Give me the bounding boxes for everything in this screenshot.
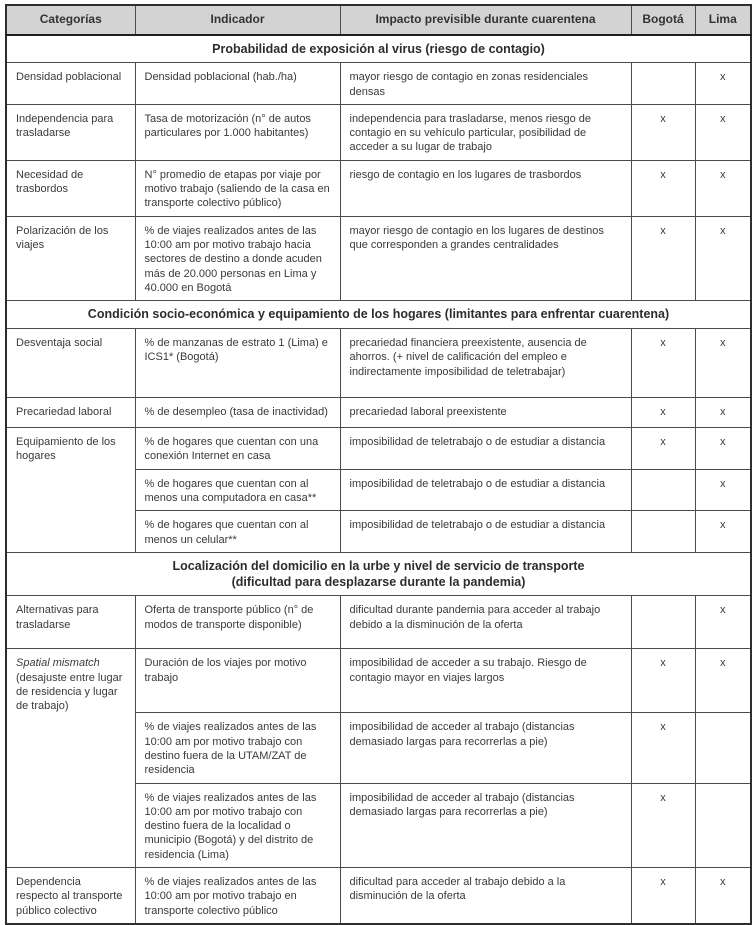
section-title-line2: (dificultad para desplazarse durante la pandemia)	[231, 575, 526, 590]
cell-bogota-mark: x	[631, 868, 695, 924]
cell-impacto: precariedad laboral preexistente	[340, 398, 631, 428]
cell-categoria: Densidad poblacional	[6, 63, 135, 105]
cell-bogota-mark	[631, 469, 695, 511]
cell-impacto: imposibilidad de teletrabajo o de estudiar a distancia	[340, 469, 631, 511]
cell-indicador: N° promedio de etapas por viaje por motivo trabajo (saliendo de la casa en transporte colectivo público)	[135, 160, 340, 216]
cell-bogota-mark	[631, 63, 695, 105]
table-row	[6, 649, 751, 713]
table-row	[6, 428, 751, 470]
table-row	[6, 63, 751, 105]
cell-lima-mark: x	[695, 216, 751, 300]
section-title: Condición socio-económica y equipamiento de los hogares (limitantes para enfrentar cuarentena)	[6, 301, 751, 329]
cell-impacto: imposibilidad de teletrabajo o de estudiar a distancia	[340, 511, 631, 553]
cell-indicador: Densidad poblacional (hab./ha)	[135, 63, 340, 105]
table-row	[6, 596, 751, 649]
cell-categoria: Necesidad de trasbordos	[6, 160, 135, 216]
cell-indicador: % de desempleo (tasa de inactividad)	[135, 398, 340, 428]
section-title	[6, 552, 751, 596]
cell-impacto: mayor riesgo de contagio en los lugares de destinos que corresponden a grandes centralidades	[340, 216, 631, 300]
table-row	[6, 160, 751, 216]
categoria-rest: (desajuste entre lugar de residencia y lugar de trabajo)	[16, 671, 123, 713]
section-header-row-3	[6, 552, 751, 596]
cell-bogota-mark: x	[631, 104, 695, 160]
cell-impacto: imposibilidad de acceder al trabajo (distancias demasiado largas para recorrerlas a pie)	[340, 713, 631, 783]
cell-lima-mark: x	[695, 160, 751, 216]
cell-impacto: imposibilidad de teletrabajo o de estudiar a distancia	[340, 428, 631, 470]
cell-bogota-mark: x	[631, 649, 695, 713]
indicators-table	[5, 4, 752, 925]
col-header-bogota: Bogotá	[631, 5, 695, 35]
cell-categoria	[6, 649, 135, 868]
cell-lima-mark: x	[695, 428, 751, 470]
cell-categoria: Desventaja social	[6, 329, 135, 398]
cell-categoria: Dependencia respecto al transporte público colectivo	[6, 868, 135, 924]
cell-bogota-mark: x	[631, 783, 695, 867]
cell-indicador: Tasa de motorización (n° de autos particulares por 1.000 habitantes)	[135, 104, 340, 160]
table-row	[6, 329, 751, 398]
cell-bogota-mark	[631, 596, 695, 649]
cell-impacto: precariedad financiera preexistente, ausencia de ahorros. (+ nivel de calificación del empleo e indirectamente imposibilidad de teletrabajar)	[340, 329, 631, 398]
cell-indicador: Oferta de transporte público (n° de modos de transporte disponible)	[135, 596, 340, 649]
cell-lima-mark: x	[695, 596, 751, 649]
cell-indicador: Duración de los viajes por motivo trabajo	[135, 649, 340, 713]
section-header-row-1	[6, 35, 751, 63]
cell-impacto: imposibilidad de acceder al trabajo (distancias demasiado largas para recorrerlas a pie)	[340, 783, 631, 867]
cell-bogota-mark: x	[631, 160, 695, 216]
cell-impacto: mayor riesgo de contagio en zonas residenciales densas	[340, 63, 631, 105]
cell-impacto: riesgo de contagio en los lugares de trasbordos	[340, 160, 631, 216]
section-title-line1: Localización del domicilio en la urbe y nivel de servicio de transporte	[172, 558, 585, 573]
cell-lima-mark: x	[695, 469, 751, 511]
cell-bogota-mark	[631, 511, 695, 553]
cell-indicador: % de viajes realizados antes de las 10:00 am por motivo trabajo con destino fuera de la localidad o municipio (Bogotá) y del distrito de residencia (Lima)	[135, 783, 340, 867]
cell-lima-mark: x	[695, 63, 751, 105]
table-row	[6, 216, 751, 300]
cell-lima-mark: x	[695, 868, 751, 924]
col-header-indicador: Indicador	[135, 5, 340, 35]
cell-lima-mark: x	[695, 329, 751, 398]
categoria-italic: Spatial mismatch	[16, 657, 100, 670]
col-header-lima: Lima	[695, 5, 751, 35]
cell-categoria: Equipamiento de los hogares	[6, 428, 135, 553]
col-header-impacto: Impacto previsible durante cuarentena	[340, 5, 631, 35]
cell-lima-mark	[695, 783, 751, 867]
cell-impacto: dificultad durante pandemia para acceder al trabajo debido a la disminución de la oferta	[340, 596, 631, 649]
cell-bogota-mark: x	[631, 329, 695, 398]
cell-bogota-mark: x	[631, 398, 695, 428]
section-header-row-2	[6, 301, 751, 329]
col-header-categorias: Categorías	[6, 5, 135, 35]
table-row	[6, 104, 751, 160]
cell-indicador: % de viajes realizados antes de las 10:00 am por motivo trabajo con destino fuera de la UTAM/ZAT de residencia	[135, 713, 340, 783]
cell-lima-mark: x	[695, 511, 751, 553]
cell-indicador: % de hogares que cuentan con al menos un celular**	[135, 511, 340, 553]
cell-impacto: imposibilidad de acceder a su trabajo. Riesgo de contagio mayor en viajes largos	[340, 649, 631, 713]
cell-indicador: % de hogares que cuentan con una conexión Internet en casa	[135, 428, 340, 470]
cell-bogota-mark: x	[631, 428, 695, 470]
cell-bogota-mark: x	[631, 216, 695, 300]
cell-categoria: Independencia para trasladarse	[6, 104, 135, 160]
table-row	[6, 398, 751, 428]
cell-impacto: independencia para trasladarse, menos riesgo de contagio en su vehículo particular, posibilidad de acceder a su lugar de trabajo	[340, 104, 631, 160]
cell-impacto: dificultad para acceder al trabajo debido a la disminución de la oferta	[340, 868, 631, 924]
cell-categoria: Alternativas para trasladarse	[6, 596, 135, 649]
cell-lima-mark: x	[695, 104, 751, 160]
cell-categoria: Precariedad laboral	[6, 398, 135, 428]
cell-lima-mark: x	[695, 398, 751, 428]
cell-indicador: % de hogares que cuentan con al menos una computadora en casa**	[135, 469, 340, 511]
cell-indicador: % de viajes realizados antes de las 10:00 am por motivo trabajo en transporte colectivo público	[135, 868, 340, 924]
column-header-row	[6, 5, 751, 35]
cell-lima-mark: x	[695, 649, 751, 713]
cell-indicador: % de manzanas de estrato 1 (Lima) e ICS1* (Bogotá)	[135, 329, 340, 398]
cell-bogota-mark: x	[631, 713, 695, 783]
cell-categoria: Polarización de los viajes	[6, 216, 135, 300]
cell-lima-mark	[695, 713, 751, 783]
table-row	[6, 868, 751, 924]
cell-indicador: % de viajes realizados antes de las 10:00 am por motivo trabajo hacia sectores de destino a donde acuden más de 20.000 personas en Lima y 40.000 en Bogotá	[135, 216, 340, 300]
section-title: Probabilidad de exposición al virus (riesgo de contagio)	[6, 35, 751, 63]
